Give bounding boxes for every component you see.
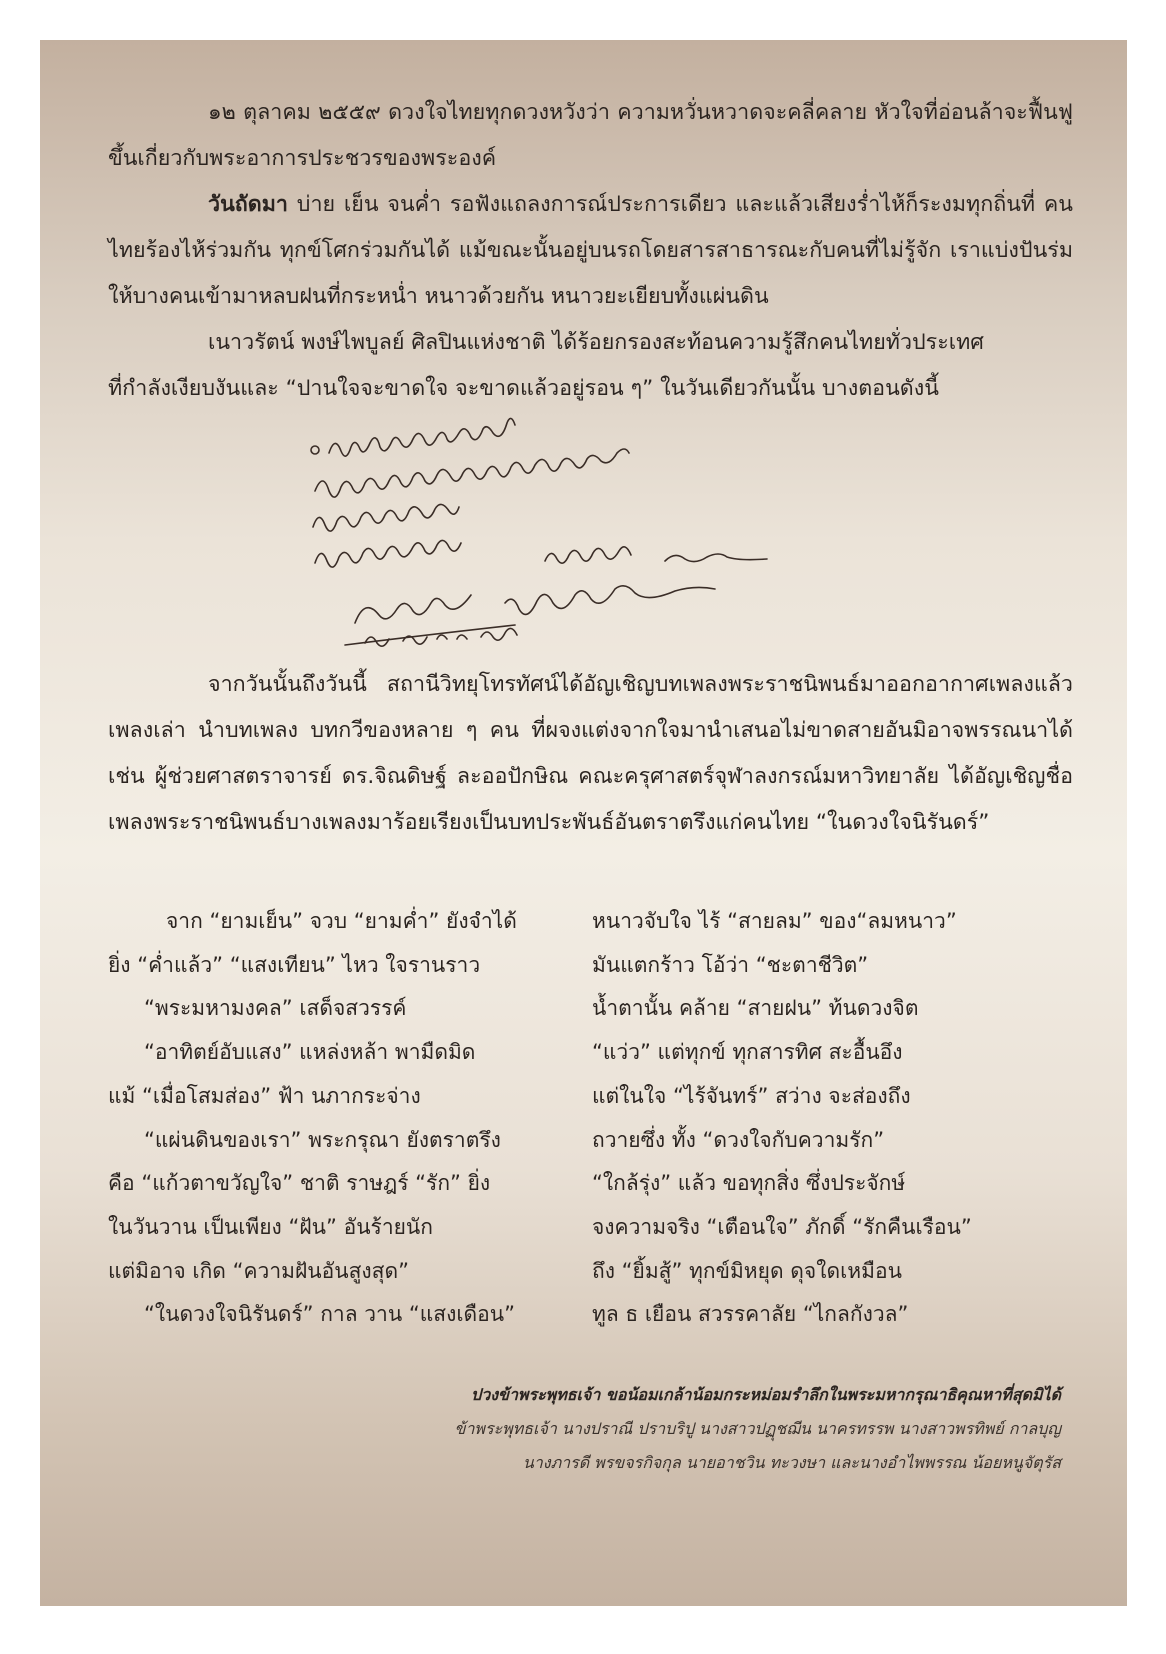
- poem-line: ถึง “ยิ้มสู้” ทุกข์มิหยุด ดุจใดเหมือน: [592, 1258, 902, 1283]
- poem-left-column: [108, 900, 588, 1337]
- dedication-line: ปวงข้าพระพุทธเจ้า ขอน้อมเกล้าน้อมกระหม่อมรำลึกในพระมหากรุณาธิคุณหาที่สุดมิได้: [471, 1385, 1061, 1404]
- paragraph-1: [108, 90, 1073, 182]
- poem-line: น้ำตานั้น คล้าย “สายฝน” ท้นดวงจิต: [592, 996, 919, 1021]
- paragraph-4-text: จากวันนั้นถึงวันนี้ สถานีวิทยุโทรทัศน์ได้อัญเชิญบทเพลงพระราชนิพนธ์มาออกอากาศเพลงแล้วเพลงเล่า นำบทเพลง บทกวีของหลาย ๆ คน ที่ผจงแต่งจากใจมานำเสนอไม่ขาดสายอันมิอาจพรรณนาได้ เช่น ผู้ช่วยศาสตราจารย์ ดร.จิณดิษฐ์ ละออปักษิณ คณะครุศาสตร์จุฬาลงกรณ์มหาวิทยาลัย ได้อัญเชิญชื่อเพลงพระราชนิพนธ์บางเพลงมาร้อยเรียงเป็นบทประพันธ์อันตราตรึงแก่คนไทย “ในดวงใจนิรันดร์”: [108, 672, 1073, 835]
- poem-right-column: [592, 900, 1072, 1337]
- poem-line: ถวายซึ่ง ทั้ง “ดวงใจกับความรัก”: [592, 1127, 885, 1152]
- handwritten-line-4: [315, 540, 767, 567]
- credits: [455, 1378, 1062, 1480]
- paragraph-3-text: เนาวรัตน์ พงษ์ไพบูลย์ ศิลปินแห่งชาติ ได้ร้อยกรองสะท้อนความรู้สึกคนไทยทั่วประเทศ: [208, 330, 984, 355]
- handwritten-poem-image: [295, 413, 835, 649]
- poem-line: ทูล ธ เยือน สวรรคาลัย “ไกลกังวล”: [592, 1302, 909, 1327]
- poem-line: “แว่ว” แต่ทุกข์ ทุกสารทิศ สะอื้นอึง: [592, 1040, 903, 1065]
- poem-line: “ใกล้รุ่ง” แล้ว ขอทุกสิ่ง ซึ่งประจักษ์: [592, 1171, 906, 1196]
- poem-line: “พระมหามงคล” เสด็จสวรรค์: [144, 996, 407, 1021]
- authors-line-2: นางภารดี พรขจรกิจกุล นายอาชวิน ทะวงษา และนางอำไพพรรณ น้อยหนูจัตุรัส: [522, 1453, 1061, 1472]
- handwritten-line-1: [311, 418, 515, 456]
- paragraph-1-text: ๑๒ ตุลาคม ๒๕๕๙ ดวงใจไทยทุกดวงหวังว่า ความหวั่นหวาดจะคลี่คลาย หัวใจที่อ่อนล้าจะฟื้นฟูขึ้นเกี่ยวกับพระอาการประชวรของพระองค์: [108, 100, 1073, 171]
- poem-line: “อาทิตย์อับแสง” แหล่งหล้า พามืดมิด: [144, 1040, 476, 1065]
- paragraph-2-lead: วันถัดมา: [208, 192, 288, 217]
- poem-line: ในวันวาน เป็นเพียง “ฝัน” อันร้ายนัก: [108, 1214, 433, 1239]
- handwriting-drawing: [295, 413, 835, 649]
- poem-line: แต่ในใจ “ไร้จันทร์” สว่าง จะส่องถึง: [592, 1083, 911, 1108]
- poem-line: “ในดวงใจนิรันดร์” กาล วาน “แสงเดือน”: [144, 1302, 516, 1327]
- signature: [355, 586, 715, 623]
- paragraph-2: [108, 182, 1073, 320]
- poem-line: คือ “แก้วตาขวัญใจ” ชาติ ราษฎร์ “รัก” ยิ่ง: [108, 1171, 491, 1196]
- poem-line: หนาวจับใจ ไร้ “สายลม” ของ“ลมหนาว”: [592, 909, 957, 933]
- poem-line: แต่มิอาจ เกิด “ความฝันอันสูงสุด”: [108, 1258, 409, 1283]
- poem-line: จาก “ยามเย็น” จวบ “ยามค่ำ” ยังจำได้: [166, 909, 517, 933]
- poem-line: มันแตกร้าว โอ้ว่า “ชะตาชีวิต”: [592, 952, 869, 977]
- paragraph-2-text: บ่าย เย็น จนค่ำ รอฟังแถลงการณ์ประการเดียว และแล้วเสียงร่ำไห้ก็ระงมทุกถิ่นที่ คนไทยร้องไห้ร่วมกัน ทุกข์โศกร่วมกันได้ แม้ขณะนั้นอยู่บนรถโดยสารสาธารณะกับคนที่ไม่รู้จัก เราแบ่งปันร่มให้บางคนเข้ามาหลบฝนที่กระหน่ำ หนาวด้วยกัน หนาวยะเยียบทั้งแผ่นดิน: [108, 192, 1073, 309]
- poem-line: แม้ “เมื่อโสมส่อง” ฟ้า นภากระจ่าง: [108, 1083, 421, 1108]
- page-panel: [40, 40, 1127, 1606]
- authors-line-1: ข้าพระพุทธเจ้า นางปราณี ปราบริปู นางสาวปฏุชฌีน นาครทรรพ นางสาวพรทิพย์ กาลบุญ: [454, 1419, 1061, 1438]
- poem-line: “แผ่นดินของเรา” พระกรุณา ยังตราตรึง: [144, 1127, 501, 1152]
- poem-line: จงความจริง “เตือนใจ” ภักดิ์ “รักคืนเรือน”: [592, 1214, 972, 1239]
- paragraph-3-line-2: ที่กำลังเงียบงันและ “ปานใจจะขาดใจ จะขาดแล้วอยู่รอน ๆ” ในวันเดียวกันนั้น บางตอนดังนี้: [108, 376, 939, 401]
- handwritten-line-2: [315, 449, 629, 497]
- paragraph-4: [108, 662, 1073, 846]
- poem-line: ยิ่ง “ค่ำแล้ว” “แสงเทียน” ไหว ใจรานราว: [108, 952, 481, 977]
- paragraph-3: [108, 320, 1073, 366]
- handwritten-line-3: [313, 504, 459, 531]
- signature-date: [345, 625, 517, 646]
